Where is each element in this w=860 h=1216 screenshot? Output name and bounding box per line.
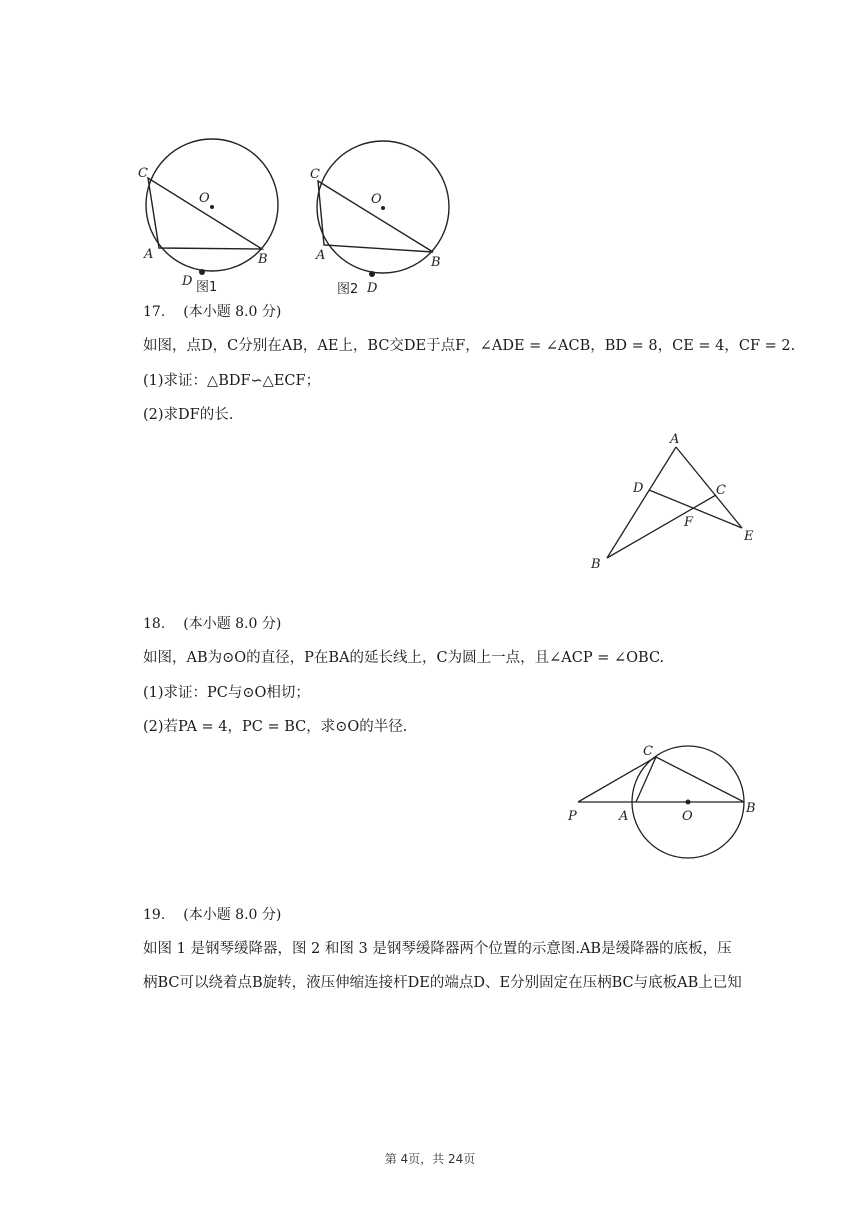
question-18-stem: 如图，AB为⊙O的直径，P在BA的延长线上，C为圆上一点，且∠ACP = ∠OBC. [143, 650, 665, 666]
label-a: A [619, 809, 629, 824]
question-19-header [143, 905, 281, 925]
label-o: O [199, 191, 210, 206]
question-number: 17. [143, 304, 166, 320]
question-18-part2: (2)若PA = 4，PC = BC，求⊙O的半径. [143, 719, 408, 735]
figure-16-2 [305, 135, 455, 300]
segment-ab [607, 447, 676, 558]
question-number: 18. [143, 616, 166, 632]
label-a: A [670, 432, 680, 447]
question-19-line2: 柄BC可以绕着点B旋转，液压伸缩连接杆DE的端点D、E分别固定在压柄BC与底板AB上已知 [143, 975, 742, 991]
question-17-stem: 如图，点D，C分别在AB，AE上，BC交DE于点F，∠ADE = ∠ACB，BD = 8，CE = 4，CF = 2. [143, 338, 796, 354]
segment-ca [636, 757, 656, 802]
figure-16-1 [135, 135, 285, 300]
question-number: 19. [143, 907, 166, 923]
point-d [369, 271, 375, 277]
label-b: B [746, 801, 756, 816]
segment-cb [656, 757, 744, 802]
label-c: C [716, 483, 726, 498]
label-e: E [744, 529, 754, 544]
point-o [686, 800, 691, 805]
triangle-abc [148, 178, 262, 249]
page-footer: 第 4页，共 24页 [384, 1152, 476, 1166]
segment-pc [578, 757, 656, 802]
label-d: D [633, 481, 644, 496]
label-d: D [182, 274, 193, 289]
question-17-header [143, 302, 281, 322]
question-18-part1: (1)求证：PC与⊙O相切； [143, 685, 310, 701]
point-d [199, 269, 205, 275]
figure-17 [585, 428, 765, 578]
label-d: D [367, 281, 378, 296]
label-f: F [684, 515, 694, 530]
label-o: O [371, 192, 382, 207]
label-p: P [568, 809, 577, 824]
question-17-part2: (2)求DF的长. [143, 407, 234, 423]
caption-fig2: 图2 [337, 282, 359, 297]
segment-de [649, 490, 742, 528]
label-b: B [591, 557, 601, 572]
segment-bc [607, 495, 716, 558]
label-b: B [431, 255, 441, 270]
caption-fig1: 图1 [196, 280, 218, 295]
label-c: C [310, 167, 320, 182]
question-17-part1: (1)求证：△BDF∽△ECF； [143, 373, 321, 389]
label-a: A [144, 247, 154, 262]
figure-18 [560, 735, 770, 865]
question-18-header [143, 614, 281, 634]
question-points: (本小题 8.0 分) [183, 616, 282, 632]
point-o [210, 205, 214, 209]
question-19-line1: 如图 1 是钢琴缓降器，图 2 和图 3 是钢琴缓降器两个位置的示意图.AB是缓降器的底板，压 [143, 941, 732, 957]
label-b: B [258, 252, 268, 267]
question-points: (本小题 8.0 分) [183, 907, 282, 923]
label-c: C [643, 744, 653, 759]
question-points: (本小题 8.0 分) [183, 304, 282, 320]
label-o: O [682, 809, 693, 824]
label-a: A [316, 248, 326, 263]
label-c: C [138, 166, 148, 181]
